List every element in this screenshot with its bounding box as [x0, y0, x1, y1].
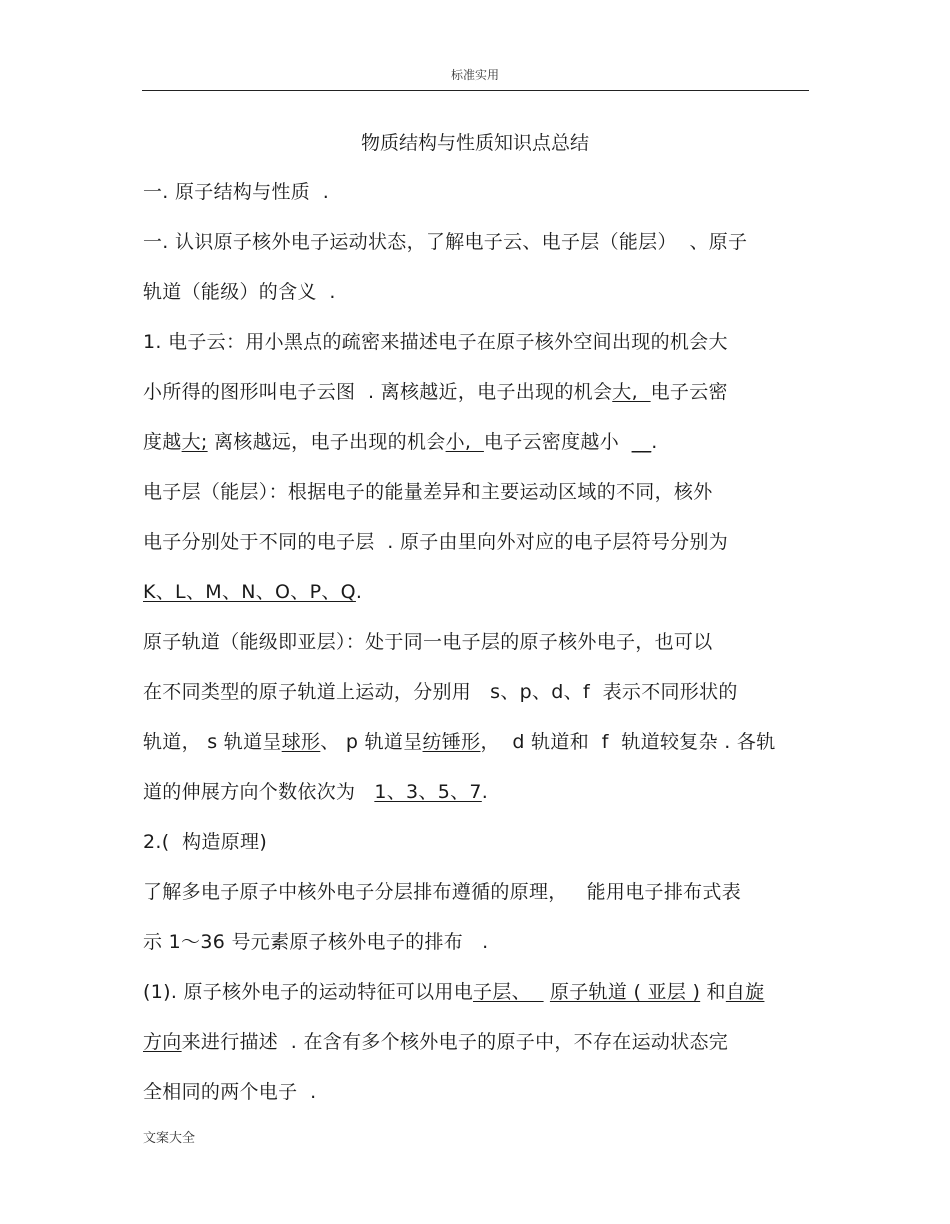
text-line: 原子轨道（能级即亚层）：处于同一电子层的原子核外电子，也可以 [143, 631, 713, 653]
underlined-blank: __ [631, 431, 652, 453]
text-segment: . [651, 431, 658, 453]
underlined-answer: 大, [612, 381, 651, 403]
text-line [143, 1029, 813, 1055]
text-segment: . [355, 581, 363, 603]
text-line [143, 579, 813, 605]
text-line [143, 379, 813, 405]
text-line: 2.( 构造原理) [143, 831, 268, 853]
underlined-answer: 方向 [143, 1031, 182, 1053]
underlined-answer: 球形 [281, 731, 321, 753]
text-line: 电子分别处于不同的电子层 . 原子由里向外对应的电子层符号分别为 [143, 531, 729, 553]
text-segment: ， d 轨道和 f 轨道较复杂 . 各轨 [480, 731, 776, 753]
text-line: 示 1～36 号元素原子核外电子的排布 . [143, 931, 489, 953]
text-segment: 电子云密度越小 [483, 431, 632, 453]
text-line: 在不同类型的原子轨道上运动，分别用 s、p、d、f 表示不同形状的 [143, 681, 738, 703]
text-line [143, 779, 813, 805]
header-rule [142, 90, 809, 91]
text-line: 一. 认识原子核外电子运动状态，了解电子云、电子层（能层） 、原子 [143, 231, 748, 253]
text-line: 轨道（能级）的含义 . [143, 281, 336, 303]
underlined-answer: 大; [181, 431, 208, 453]
text-line [143, 429, 813, 455]
text-segment: 轨道， s 轨道呈 [143, 731, 282, 753]
text-segment: 离核越远，电子出现的机会 [207, 431, 446, 453]
text-segment: (1). 原子核外电子的运动特征可以用电 [143, 981, 473, 1003]
page-header: 标准实用 [450, 68, 499, 82]
text-line: 1. 电子云：用小黑点的疏密来描述电子在原子核外空间出现的机会大 [143, 331, 728, 353]
text-line: 全相同的两个电子 . [143, 1081, 317, 1103]
underlined-answer: 自旋 [725, 981, 765, 1003]
text-segment: 、 p 轨道呈 [320, 731, 423, 753]
text-line: 了解多电子原子中核外电子分层排布遵循的原理， 能用电子排布式表 [143, 881, 742, 903]
underlined-answer: 1、3、5、7 [374, 781, 482, 803]
underlined-answer: 原子轨道 ( 亚层 ) [549, 981, 701, 1003]
text-segment: 度越 [143, 431, 182, 453]
text-segment: . [481, 781, 489, 803]
text-segment: 电子云密 [650, 381, 728, 403]
text-segment: 和 [700, 981, 726, 1003]
text-line [143, 979, 813, 1005]
underlined-answer: 纺锤形 [422, 731, 481, 753]
text-line: 电子层（能层）：根据电子的能量差异和主要运动区域的不同，核外 [143, 481, 713, 503]
underlined-answer: 小, [445, 431, 484, 453]
underlined-answer: 子层、 [473, 981, 544, 1003]
document-title: 物质结构与性质知识点总结 [360, 132, 589, 154]
text-segment: 道的伸展方向个数依次为 [143, 781, 375, 803]
page-footer: 文案大全 [143, 1131, 196, 1146]
text-line [143, 729, 813, 755]
text-segment: 来进行描述 . 在含有多个核外电子的原子中，不存在运动状态完 [181, 1031, 729, 1053]
text-line: 一. 原子结构与性质 . [143, 181, 330, 203]
text-segment: 小所得的图形叫电子云图 . 离核越近，电子出现的机会 [143, 381, 613, 403]
underlined-answer: K、L、M、N、O、P、Q [143, 581, 356, 603]
